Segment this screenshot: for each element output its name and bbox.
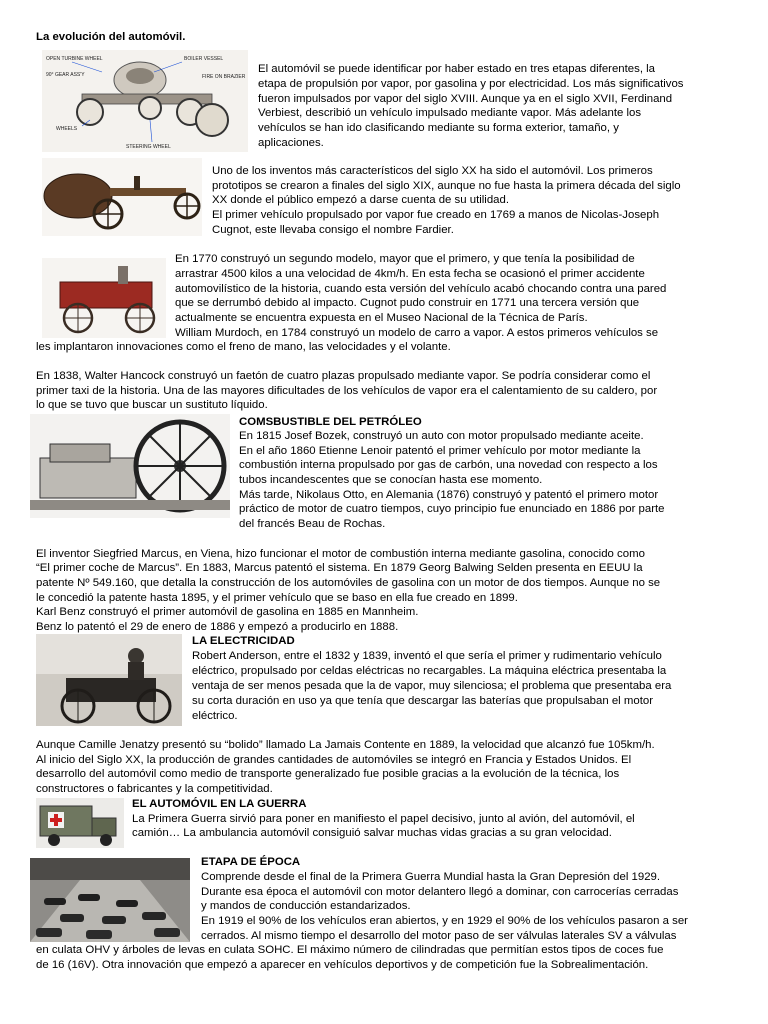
label-gear-assy: 90° GEAR ASS'Y — [46, 72, 85, 78]
steam-vehicle-diagram — [42, 50, 248, 152]
marcus-line-2: “El primer coche de Marcus”. En 1883, Marcus patentó el sistema. En 1879 Georg Balwing Selden presenta en EEUU la — [36, 562, 643, 574]
guerra-line-1: La Primera Guerra sirvió para poner en manifiesto el papel decisivo, junto al avión, del automóvil, el — [132, 813, 635, 825]
label-open-turbine-wheel: OPEN TURBINE WHEEL — [46, 56, 103, 62]
intro-line-3: fueron impulsados por vapor del siglo XVIII. Aunque ya en el siglo XVII, Ferdinand — [258, 93, 673, 105]
jenatzy-line-4: constructores o fabricantes y la competitividad. — [36, 783, 273, 795]
electric-car-graphic — [36, 634, 182, 726]
petroleo-line-1: En 1815 Josef Bozek, construyó un auto con motor propulsado mediante aceite. — [239, 430, 644, 442]
petroleo-line-2: En el año 1860 Etienne Lenoir patentó el primer vehículo por motor mediante la — [239, 445, 641, 457]
intro-line-2: etapa de propulsión por vapor, por gasolina y por electricidad. Los más significativos — [258, 78, 684, 90]
red-steam-wagon-photo — [42, 258, 166, 338]
cugnot-line-4: El primer vehículo propulsado por vapor fue creado en 1769 a manos de Nicolas-Joseph — [212, 209, 660, 221]
petroleo-line-6: práctico de motor de cuatro tiempos, cuyo principio fue enunciado en 1886 por parte — [239, 503, 665, 515]
diagram-graphic — [42, 50, 248, 152]
guerra-line-2: camión… La ambulancia automóvil consiguió salvar muchas vidas gracias a su gran velocidad. — [132, 827, 612, 839]
electricidad-line-5: eléctrico. — [192, 710, 238, 722]
marcus-line-3: patente Nº 549.160, que detalla la construcción de los automóviles de gasolina con un motor de dos tiempos. Aunque no se — [36, 577, 661, 589]
ambulance-graphic — [36, 798, 124, 848]
murdoch-tail-line: les implantaron innovaciones como el freno de mano, las velocidades y el volante. — [36, 341, 451, 353]
petroleo-heading: COMSBUSTIBLE DEL PETRÓLEO — [239, 416, 422, 428]
cugnot-line-5: Cugnot, este llevaba consigo el nombre Fardier. — [212, 224, 454, 236]
electricidad-line-1: Robert Anderson, entre el 1832 y 1839, inventó el que sería el primer y rudimentario vehículo — [192, 650, 662, 662]
jenatzy-line-3: desarrollo del automóvil como medio de transporte generalizado fue posible gracias a la evolución de la técnica, los — [36, 768, 620, 780]
steam-wagon-graphic — [42, 258, 166, 338]
epoca-line-2: Durante esa época el automóvil con motor delantero llegó a dominar, con carrocerías cerradas — [201, 886, 679, 898]
electricidad-heading: LA ELECTRICIDAD — [192, 635, 295, 647]
marcus-line-6: Benz lo patentó el 29 de enero de 1886 y empezó a producirlo en 1888. — [36, 621, 399, 633]
intro-line-4: Verbiest, describió un vehículo impulsado mediante vapor. Más adelante los — [258, 107, 642, 119]
hancock-line-1: En 1838, Walter Hancock construyó un faetón de cuatro plazas propulsado mediante vapor. Se podría considerar como el — [36, 370, 651, 382]
intro-line-1: El automóvil se puede identificar por haber estado en tres etapas diferentes, la — [258, 63, 656, 75]
combustion-engine-engraving — [30, 414, 230, 518]
electricidad-line-4: su corta duración en uso ya que tenía que descargar las baterías que propulsaban el motor — [192, 695, 653, 707]
intro-line-5: vehículos se han ido clasificando mediante su forma exterior, tamaño, y — [258, 122, 619, 134]
petroleo-line-4: tubos incandescentes que se conocían hasta ese momento. — [239, 474, 543, 486]
jenatzy-line-1: Aunque Camille Jenatzy presentó su “bolido” llamado La Jamais Contente en 1889, la velocidad que alcanzó fue 105km/h. — [36, 739, 655, 751]
fardier-graphic — [42, 158, 202, 236]
cugnot-line-3: XX donde el público empezó a darse cuenta de su utilidad. — [212, 194, 509, 206]
second-model-line-1: En 1770 construyó un segundo modelo, mayor que el primero, y que tenía la posibilidad de — [175, 253, 635, 265]
epoca-heading: ETAPA DE ÉPOCA — [201, 856, 301, 868]
label-boiler-vessel: BOILER VESSEL — [184, 56, 224, 62]
label-steering-wheel: STEERING WHEEL — [126, 144, 171, 150]
marcus-line-1: El inventor Siegfried Marcus, en Viena, hizo funcionar el motor de combustión interna mediante gasolina, conocido como — [36, 548, 645, 560]
hancock-line-3: lo que se tuvo que buscar un sustituto líquido. — [36, 399, 268, 411]
label-fire-on-brazier: FIRE ON BRAZIER — [202, 74, 246, 80]
epoca-line-5: cerrados. Al mismo tiempo el desarrollo del motor paso de ser válvulas laterales SV a válvulas — [201, 930, 677, 942]
intro-line-6: aplicaciones. — [258, 137, 324, 149]
cugnot-line-1: Uno de los inventos más característicos del siglo XX ha sido el automóvil. Los primeros — [212, 165, 653, 177]
second-model-line-5: actualmente se encuentra expuesta en el Museo Nacional de la Técnica de París. — [175, 312, 588, 324]
race-cars-photo — [30, 858, 190, 942]
petroleo-line-7: del francés Beau de Rochas. — [239, 518, 386, 530]
jenatzy-line-2: Al inicio del Siglo XX, la producción de grandes cantidades de automóviles se integró en Francia y Estados Unidos. El — [36, 754, 632, 766]
epoca-line-1: Comprende desde el final de la Primera Guerra Mundial hasta la Gran Depresión del 1929. — [201, 871, 661, 883]
petroleo-line-5: Más tarde, Nikolaus Otto, en Alemania (1876) construyó y patentó el primero motor — [239, 489, 659, 501]
petroleo-line-3: combustión interna propulsado por gas de carbón, una novedad con respecto a los — [239, 459, 658, 471]
second-model-line-3: automovilístico de la historia, cuando esta versión del vehículo acabó chocando contra una pared — [175, 283, 667, 295]
epoca-full-line-2: de 16 (16V). Otra innovación que empezó a aparecer en vehículos deportivos y de competición fue la Sobrealimentación. — [36, 959, 649, 971]
engine-graphic — [30, 414, 230, 518]
guerra-heading: EL AUTOMÓVIL EN LA GUERRA — [132, 798, 307, 810]
cugnot-line-2: prototipos se crearon a finales del siglo XIX, aunque no fue hasta la primera década del siglo — [212, 180, 681, 192]
cugnot-fardier-photo — [42, 158, 202, 236]
electricidad-line-3: ventaja de ser menos pesada que la de vapor, muy silenciosa; el problema que presentaba era — [192, 680, 672, 692]
epoca-full-line-1: en culata OHV y árboles de levas en culata SOHC. El máximo número de cilindradas que permitían estos tipos de coces fue — [36, 944, 664, 956]
electric-car-photo — [36, 634, 182, 726]
epoca-line-3: y mandos de conducción estandarizados. — [201, 900, 411, 912]
electricidad-line-2: eléctrico, propulsado por celdas eléctricas no recargables. La máquina eléctrica presentaba la — [192, 665, 667, 677]
document-title: La evolución del automóvil. — [36, 31, 186, 43]
race-cars-graphic — [30, 858, 190, 942]
marcus-line-5: Karl Benz construyó el primer automóvil de gasolina en 1885 en Mannheim. — [36, 606, 419, 618]
epoca-line-4: En 1919 el 90% de los vehículos eran abiertos, y en 1929 el 90% de los vehículos pasaron a ser — [201, 915, 688, 927]
marcus-line-4: le concedió la patente hasta 1895, y el primer vehículo que se baso en ella fue creado en 1899. — [36, 592, 518, 604]
military-ambulance-photo — [36, 798, 124, 848]
second-model-line-6: William Murdoch, en 1784 construyó un modelo de carro a vapor. A estos primeros vehículos se — [175, 327, 659, 339]
hancock-line-2: primer taxi de la historia. Una de las mayores dificultades de los vehículos de vapor era el calentamiento de su caldero, por — [36, 385, 658, 397]
second-model-line-2: arrastrar 4500 kilos a una velocidad de 4km/h. En esta fecha se ocasionó el primer accidente — [175, 268, 645, 280]
label-wheels: WHEELS — [56, 126, 78, 132]
second-model-line-4: que se derrumbó debido al impacto. Cugnot pudo construir en 1771 una tercera versión que — [175, 297, 640, 309]
